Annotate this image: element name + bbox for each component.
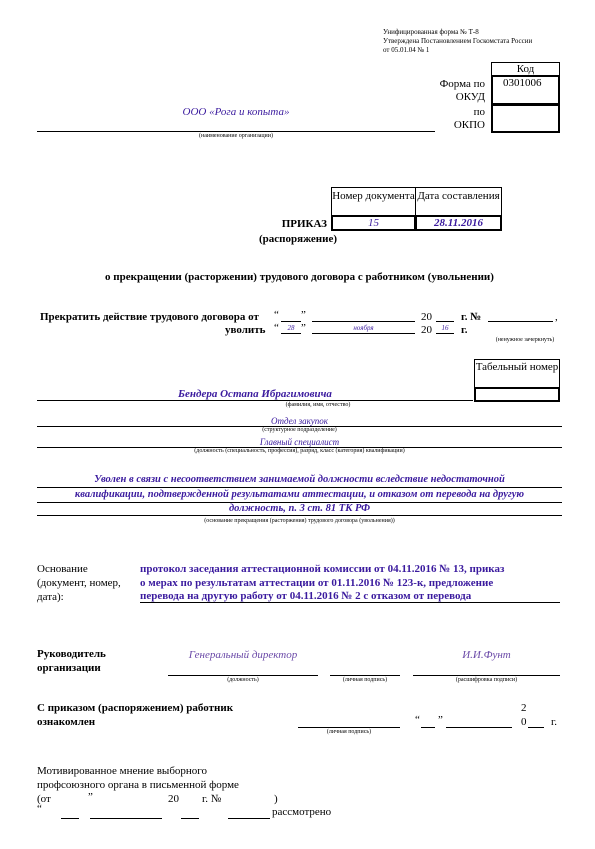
dismiss-label: уволить [225, 324, 266, 336]
okpo-cell [491, 104, 560, 133]
forma-label: Форма по [439, 78, 485, 90]
reason-line-3: должность, п. 3 ст. 81 ТК РФ [228, 503, 371, 514]
tab-number-cell [474, 387, 560, 402]
organization-line [37, 131, 435, 132]
union-from-label: (от [37, 793, 51, 805]
termination-comma: , [555, 311, 558, 323]
dismiss-year-prefix: 20 [421, 324, 432, 336]
termination-label: Прекратить действие трудового договора от [40, 311, 259, 323]
okud-cell [491, 75, 560, 105]
form-line-2: Утверждена Постановлением Госкомстата России [383, 37, 533, 45]
acquainted-signature-line [298, 727, 400, 728]
union-number-line [228, 818, 270, 819]
termination-day-line [281, 321, 301, 322]
acquainted-year-line [528, 727, 544, 728]
termination-quote-open: “ [274, 309, 279, 321]
union-from-quote: ” [88, 791, 93, 803]
dismiss-day: 28 [287, 324, 295, 332]
okud-label: ОКУД [455, 91, 485, 103]
strike-note: (ненужное зачеркнуть) [495, 337, 555, 343]
head-name: И.И.Фунт [462, 649, 511, 661]
reason-line-3-underline [37, 515, 562, 516]
union-day-line [61, 818, 79, 819]
acquainted-quote-open: “ [415, 714, 420, 726]
acquainted-month-line [446, 727, 512, 728]
okud-value: 0301006 [503, 77, 542, 89]
head-label-1: Руководитель [37, 648, 106, 660]
employee-name: Бендера Остапа Ибрагимовича [178, 388, 332, 400]
kod-label: Код [516, 63, 535, 75]
union-from-close: ) [274, 793, 278, 805]
doc-date-header: Дата составления [417, 190, 500, 202]
head-position: Генеральный директор [188, 649, 298, 661]
doc-date-header-cell [415, 187, 502, 216]
tab-number-header-cell [474, 359, 560, 388]
form-line-3: от 05.01.04 № 1 [383, 46, 430, 54]
basis-label-2: (документ, номер, [37, 577, 121, 589]
termination-year-line [436, 321, 454, 322]
head-signature-caption: (личная подпись) [342, 677, 388, 683]
reason-line-2: квалификации, подтвержденной результатами аттестации, и отказом от перевода на другую [74, 489, 525, 500]
dismiss-year: 16 [441, 324, 449, 332]
union-year-line [181, 818, 199, 819]
reason-line-1: Уволен в связи с несоответствием занимаемой должности вследствие недостаточной [94, 474, 505, 485]
doc-number-header-cell [331, 187, 416, 216]
acquainted-label-2: ознакомлен [37, 716, 96, 728]
po-label: по [473, 106, 485, 118]
acquainted-day-line [421, 727, 435, 728]
basis-label-3: дата): [37, 591, 64, 603]
termination-year-suffix: г. № [461, 311, 482, 323]
union-reviewed: рассмотрено [272, 806, 332, 818]
dismiss-year-line [436, 333, 454, 334]
head-position-caption: (должность) [227, 677, 259, 683]
head-position-line [168, 675, 318, 676]
organization-caption: (наименование организации) [199, 133, 273, 139]
order-subject: о прекращении (расторжении) трудового договора с работником (увольнении) [105, 271, 494, 283]
employee-department: Отдел закупок [270, 416, 329, 426]
head-name-caption: (расшифровка подписи) [455, 677, 518, 683]
acquainted-quote-close: ” [438, 714, 443, 726]
tab-number-header: Табельный номер [475, 361, 559, 373]
doc-number-value: 15 [368, 217, 379, 229]
acquainted-year-suffix: г. [551, 716, 558, 728]
union-from-number: г. № [202, 793, 222, 805]
organization-name: ООО «Рога и копыта» [182, 106, 290, 118]
union-quote-open: “ [37, 803, 42, 815]
order-subtitle: (распоряжение) [259, 233, 338, 245]
position-caption: (должность (специальность, профессия), разряд, класс (категория) квалификации) [194, 448, 405, 454]
union-from-year: 20 [168, 793, 179, 805]
order-title: ПРИКАЗ [281, 218, 327, 230]
termination-month-line [312, 321, 415, 322]
basis-text-2: о мерах по результатам аттестации от 01.11.2016 № 123-к, предложение [140, 577, 494, 589]
doc-number-header: Номер документа [332, 190, 415, 202]
basis-text-1: протокол заседания аттестационной комиссии от 04.11.2016 № 13, приказ [140, 563, 505, 575]
department-caption: (структурное подразделение) [262, 427, 337, 433]
okpo-label: ОКПО [453, 119, 485, 131]
doc-number-cell [331, 215, 416, 231]
doc-date-cell [415, 215, 502, 231]
basis-text-3: перевода на другую работу от 04.11.2016 № 2 с отказом от перевода [140, 590, 472, 602]
union-line-2: профсоюзного органа в письменной форме [37, 779, 239, 791]
dismiss-month: ноября [353, 324, 374, 332]
termination-year-prefix: 20 [421, 311, 432, 323]
head-label-2: организации [37, 662, 101, 674]
employee-position: Главный специалист [259, 437, 340, 447]
acquainted-signature-caption: (личная подпись) [326, 729, 372, 735]
reason-caption: (основание прекращения (расторжения) трудового договора (увольнения)) [204, 518, 395, 524]
kod-header-cell [491, 62, 560, 76]
employee-name-caption: (фамилия, имя, отчество) [285, 402, 351, 408]
dismiss-quote-open: “ [274, 322, 279, 334]
acquainted-year-top: 2 [521, 702, 527, 714]
dismiss-quote-close: ” [301, 322, 306, 334]
head-name-line [413, 675, 560, 676]
basis-label-1: Основание [37, 563, 88, 575]
dismiss-year-suffix: г. [461, 324, 468, 336]
dismiss-day-line [281, 333, 301, 334]
acquainted-year-bottom: 0 [521, 716, 527, 728]
basis-underline [140, 602, 560, 603]
form-line-1: Унифицированная форма № Т-8 [383, 28, 479, 36]
termination-quote-close: ” [301, 309, 306, 321]
employee-name-line [37, 400, 473, 401]
union-month-line [90, 818, 162, 819]
head-signature-line [330, 675, 400, 676]
acquainted-label-1: С приказом (распоряжением) работник [37, 702, 234, 714]
doc-date-value: 28.11.2016 [434, 217, 483, 229]
union-line-1: Мотивированное мнение выборного [37, 765, 208, 777]
dismiss-month-line [312, 333, 415, 334]
termination-number-line [488, 321, 553, 322]
